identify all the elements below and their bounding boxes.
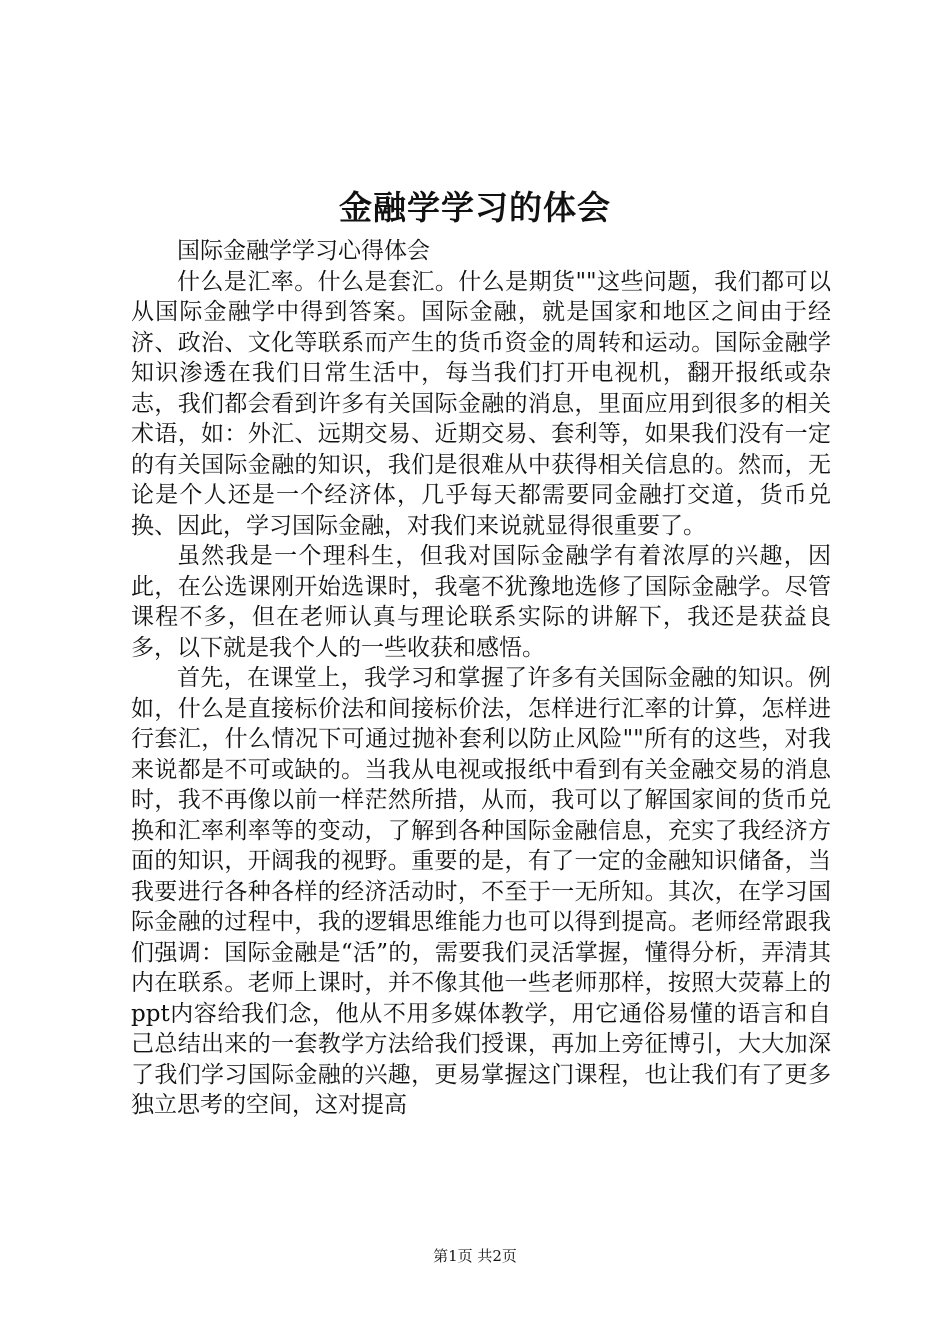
page-title: 金融学学习的体会 <box>339 188 611 227</box>
page-footer: 第1页 共2页 <box>433 1247 517 1265</box>
paragraph: 虽然我是一个理科生，但我对国际金融学有着浓厚的兴趣，因此，在公选课刚开始选课时，我毫不犹豫地选修了国际金融学。尽管课程不多，但在老师认真与理论联系实际的讲解下，我还是获益良多，以下就是我个人的一些收获和感悟。 <box>131 543 831 661</box>
subtitle: 国际金融学学习心得体会 <box>177 238 430 264</box>
document-body <box>131 236 831 1121</box>
paragraph: 什么是汇率。什么是套汇。什么是期货""这些问题，我们都可以从国际金融学中得到答案。国际金融，就是国家和地区之间由于经济、政治、文化等联系而产生的货币资金的周转和运动。国际金融学知识渗透在我们日常生活中，每当我们打开电视机，翻开报纸或杂志，我们都会看到许多有关国际金融的消息，里面应用到很多的相关术语，如：外汇、远期交易、近期交易、套利等，如果我们没有一定的有关国际金融的知识，我们是很难从中获得相关信息的。然而，无论是个人还是一个经济体，几乎每天都需要同金融打交道，货币兑换、因此，学习国际金融，对我们来说就显得很重要了。 <box>131 268 831 539</box>
paragraph: 首先，在课堂上，我学习和掌握了许多有关国际金融的知识。例如，什么是直接标价法和间接标价法，怎样进行汇率的计算，怎样进行套汇，什么情况下可通过抛补套利以防止风险""所有的这些，对我来说都是不可或缺的。当我从电视或报纸中看到有关金融交易的消息时，我不再像以前一样茫然所措，从而，我可以了解国家间的货币兑换和汇率利率等的变动，了解到各种国际金融信息，充实了我经济方面的知识，开阔我的视野。重要的是，有了一定的金融知识储备，当我要进行各种各样的经济活动时，不至于一无所知。其次，在学习国际金融的过程中，我的逻辑思维能力也可以得到提高。老师经常跟我们强调：国际金融是“活”的，需要我们灵活掌握，懂得分析，弄清其内在联系。老师上课时，并不像其他一些老师那样，按照大荧幕上的ppt内容给我们念，他从不用多媒体教学，用它通俗易懂的语言和自己总结出来的一套教学方法给我们授课，再加上旁征博引，大大加深了我们学习国际金融的兴趣，更易掌握这门课程，也让我们有了更多独立思考的空间，这对提高 <box>131 665 831 1118</box>
